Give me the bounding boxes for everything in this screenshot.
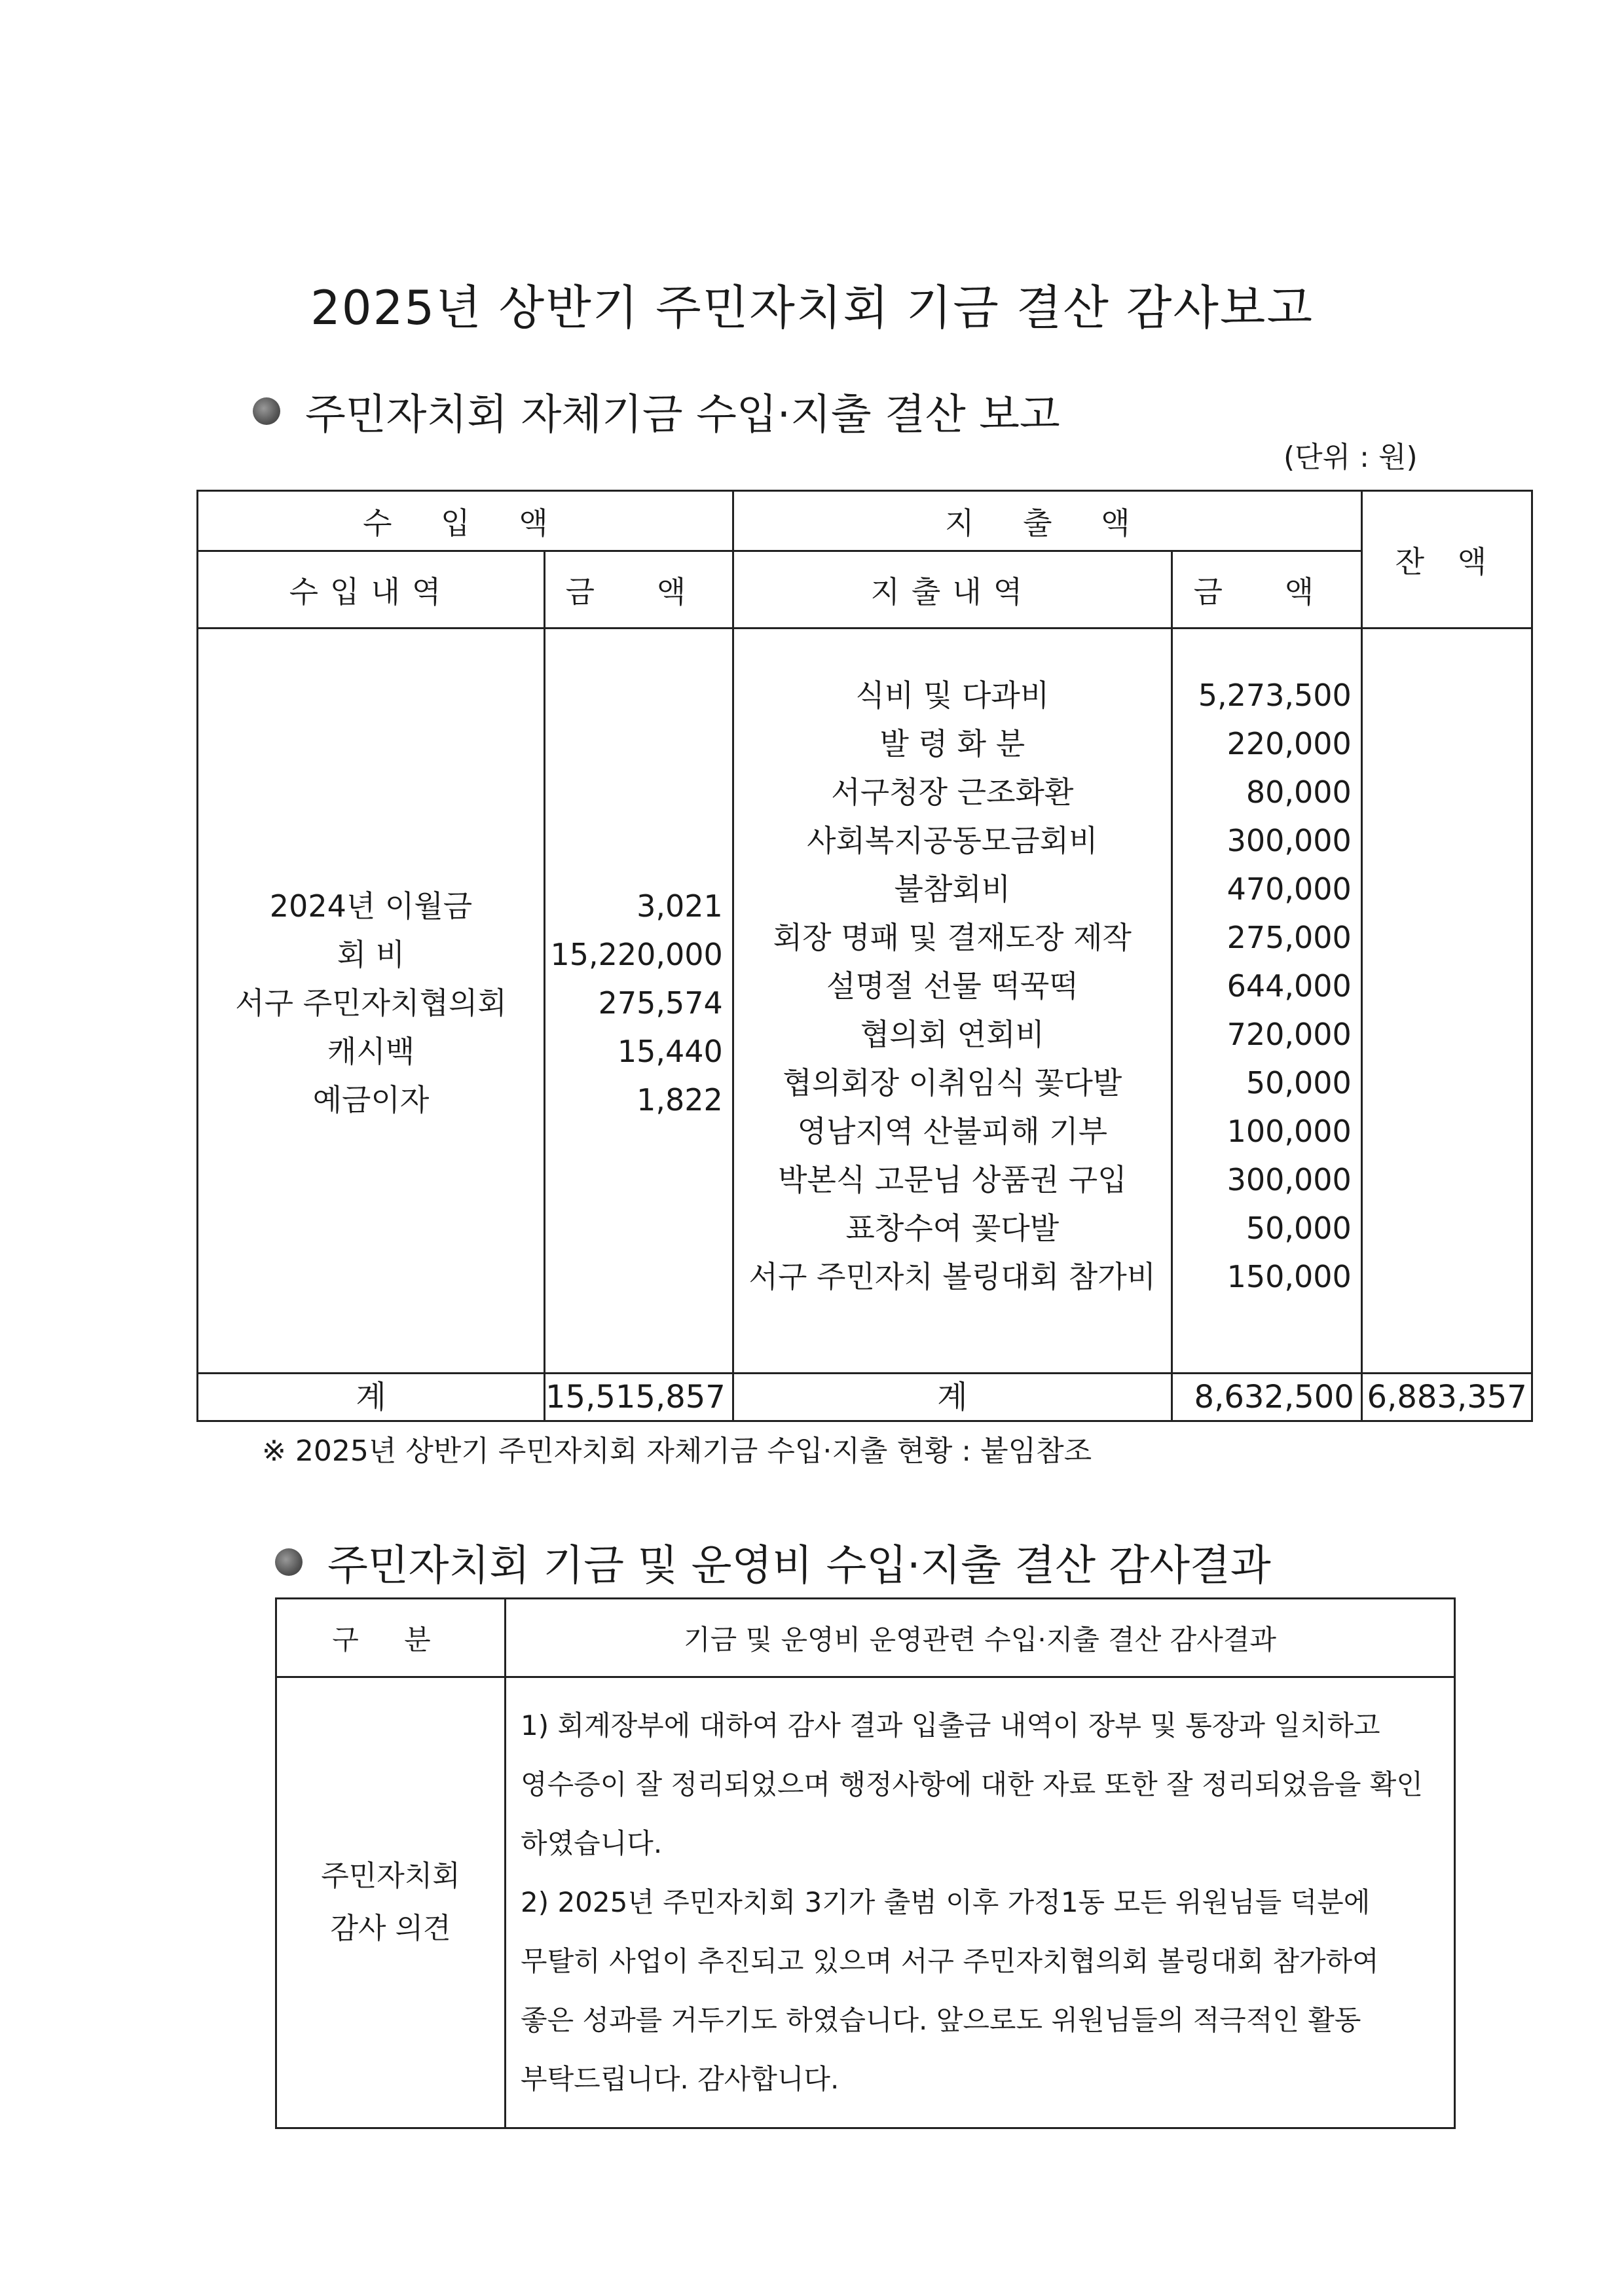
audit-result-table — [275, 1597, 1456, 2129]
expense-item: 회장 명패 및 결재도장 제작 — [773, 920, 1132, 955]
opinion-line: 부탁드립니다. 감사합니다. — [521, 2063, 840, 2095]
expense-item: 설명절 선물 떡꾹떡 — [826, 968, 1079, 1004]
opinion-line: 영수증이 잘 정리되었으며 행정사항에 대한 자료 또한 잘 정리되었음을 확인 — [521, 1768, 1423, 1800]
section1-heading: 주민자치회 자체기금 수입·지출 결산 보고 — [305, 391, 1060, 439]
income-amount: 15,220,000 — [550, 937, 723, 972]
expense-item: 표창수여 꽃다발 — [845, 1211, 1060, 1246]
expense-total-label: 계 — [733, 1374, 1172, 1421]
expense-item: 협의회 연회비 — [860, 1017, 1044, 1052]
income-amount: 3,021 — [637, 888, 723, 924]
income-item: 서구 주민자치협의회 — [235, 985, 507, 1021]
expense-amount: 150,000 — [1227, 1259, 1352, 1294]
expense-item: 발 령 화 분 — [879, 726, 1025, 761]
expense-item: 영남지역 산불피해 기부 — [797, 1114, 1108, 1149]
expense-amounts-cell — [1172, 629, 1361, 1374]
income-item: 예금이자 — [312, 1082, 430, 1118]
bullet-icon — [275, 1548, 303, 1576]
audit-opinion-text — [506, 1677, 1455, 2128]
balance-empty-cell — [1361, 629, 1532, 1374]
expense-amount: 470,000 — [1227, 871, 1352, 907]
income-amount-header: 금 액 — [545, 551, 733, 629]
opinion-line: 좋은 성과를 거두기도 하였습니다. 앞으로도 위원님들의 적극적인 활동 — [521, 2004, 1361, 2036]
unit-label: (단위 : 원) — [1283, 441, 1418, 474]
expense-amount: 220,000 — [1227, 726, 1352, 761]
expense-item: 서구 주민자치 볼링대회 참가비 — [748, 1259, 1156, 1294]
category-header: 구 분 — [276, 1599, 506, 1677]
income-item: 캐시백 — [327, 1034, 415, 1069]
expense-header: 지 출 액 — [733, 491, 1361, 551]
opinion-line: 하였습니다. — [521, 1827, 663, 1859]
expense-items-cell — [733, 629, 1172, 1374]
income-item-header: 수입내역 — [198, 551, 545, 629]
expense-item: 협의회장 이취임식 꽃다발 — [783, 1065, 1122, 1101]
fund-settlement-table — [196, 490, 1533, 1422]
expense-total: 8,632,500 — [1172, 1374, 1361, 1421]
section2-heading-row — [275, 1532, 1271, 1592]
expense-amount: 300,000 — [1227, 823, 1352, 858]
expense-amount: 50,000 — [1246, 1211, 1352, 1246]
income-item: 2024년 이월금 — [269, 888, 473, 924]
audit-opinion-label — [276, 1677, 506, 2128]
income-total-label: 계 — [198, 1374, 545, 1421]
opinion-line: 2) 2025년 주민자치회 3기가 출범 이후 가정1동 모든 위원님들 덕분에 — [521, 1886, 1371, 1918]
section1-heading-row — [253, 381, 1060, 441]
expense-item: 박본식 고문님 상품권 구입 — [777, 1162, 1127, 1197]
income-amounts-cell — [545, 629, 733, 1374]
expense-amount: 720,000 — [1227, 1017, 1352, 1052]
expense-item: 사회복지공동모금회비 — [807, 823, 1098, 858]
audit-opinion-label-line: 감사 의견 — [330, 1912, 451, 1945]
opinion-line: 1) 회계장부에 대하여 감사 결과 입출금 내역이 장부 및 통장과 일치하고 — [521, 1709, 1380, 1741]
income-total: 15,515,857 — [545, 1374, 733, 1421]
income-amount: 1,822 — [637, 1082, 723, 1118]
section2-heading: 주민자치회 기금 및 운영비 수입·지출 결산 감사결과 — [327, 1542, 1271, 1590]
expense-amount: 300,000 — [1227, 1162, 1352, 1197]
result-header: 기금 및 운영비 운영관련 수입·지출 결산 감사결과 — [506, 1599, 1455, 1677]
expense-amount: 644,000 — [1227, 968, 1352, 1004]
expense-amount: 50,000 — [1246, 1065, 1352, 1101]
expense-item: 서구청장 근조화환 — [831, 774, 1074, 810]
expense-amount-header: 금 액 — [1172, 551, 1361, 629]
expense-amount: 5,273,500 — [1198, 678, 1352, 713]
expense-item: 식비 및 다과비 — [855, 678, 1050, 713]
income-amount: 15,440 — [617, 1034, 723, 1069]
income-item: 회 비 — [337, 937, 405, 972]
expense-amount: 80,000 — [1246, 774, 1352, 810]
income-amount: 275,574 — [598, 985, 723, 1021]
footnote: ※ 2025년 상반기 주민자치회 자체기금 수입·지출 현황 : 붙임참조 — [262, 1434, 1092, 1468]
audit-opinion-label-line: 주민자치회 — [321, 1859, 460, 1893]
income-items-cell — [198, 629, 545, 1374]
bullet-icon — [253, 397, 280, 425]
expense-item-header: 지출내역 — [733, 551, 1172, 629]
page-title: 2025년 상반기 주민자치회 기금 결산 감사보고 — [310, 280, 1314, 335]
income-header: 수 입 액 — [198, 491, 733, 551]
balance-total: 6,883,357 — [1361, 1374, 1532, 1421]
balance-header: 잔 액 — [1361, 491, 1532, 629]
opinion-line: 무탈히 사업이 추진되고 있으며 서구 주민자치협의회 볼링대회 참가하여 — [521, 1945, 1379, 1977]
expense-item: 불참회비 — [894, 871, 1011, 907]
expense-amount: 100,000 — [1227, 1114, 1352, 1149]
expense-amount: 275,000 — [1227, 920, 1352, 955]
